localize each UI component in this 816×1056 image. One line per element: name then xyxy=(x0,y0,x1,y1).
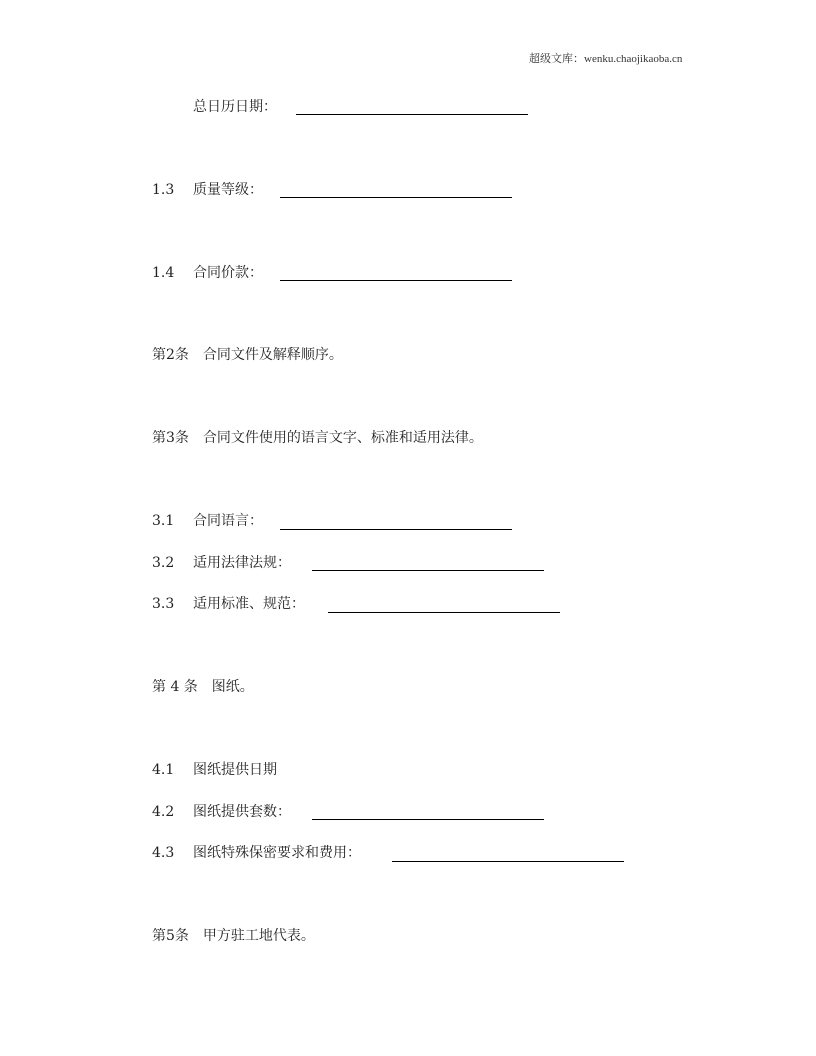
total-calendar-days-blank[interactable] xyxy=(296,114,528,115)
clause-number: 1.3 xyxy=(152,182,175,198)
field-label: 适用标准、规范： xyxy=(193,596,305,612)
applicable-standards-line xyxy=(152,595,305,613)
article-title: 第3条 合同文件使用的语言文字、标准和适用法律。 xyxy=(152,430,483,446)
drawing-date-line xyxy=(152,761,277,779)
drawing-sets-blank[interactable] xyxy=(312,819,544,820)
article-4-heading xyxy=(152,678,254,696)
quality-grade-line xyxy=(152,181,263,199)
contract-language-line xyxy=(152,512,263,530)
field-label: 合同价款： xyxy=(193,265,263,281)
contract-price-line xyxy=(152,264,263,282)
article-2-heading xyxy=(152,346,343,364)
drawing-sets-line xyxy=(152,803,291,821)
field-label: 图纸提供日期 xyxy=(193,762,277,778)
clause-number: 3.2 xyxy=(152,555,175,571)
article-3-heading xyxy=(152,429,483,447)
applicable-laws-line xyxy=(152,554,291,572)
quality-grade-blank[interactable] xyxy=(280,197,512,198)
page-header-watermark: 超级文库：wenku.chaojikaoba.cn xyxy=(529,53,683,65)
clause-number: 3.1 xyxy=(152,513,175,529)
clause-number: 4.2 xyxy=(152,804,175,820)
article-title: 第5条 甲方驻工地代表。 xyxy=(152,928,315,944)
applicable-laws-blank[interactable] xyxy=(312,570,544,571)
article-title: 第2条 合同文件及解释顺序。 xyxy=(152,347,343,363)
contract-language-blank[interactable] xyxy=(280,529,512,530)
clause-number: 3.3 xyxy=(152,596,175,612)
clause-number: 4.1 xyxy=(152,762,175,778)
field-label: 适用法律法规： xyxy=(193,555,291,571)
total-calendar-days-line xyxy=(193,98,277,116)
article-title: 第 4 条 图纸。 xyxy=(152,679,254,695)
field-label: 总日历日期： xyxy=(193,99,277,115)
field-label: 图纸特殊保密要求和费用： xyxy=(193,845,361,861)
field-label: 合同语言： xyxy=(193,513,263,529)
field-label: 质量等级： xyxy=(193,182,263,198)
applicable-standards-blank[interactable] xyxy=(328,612,560,613)
drawing-confidentiality-line xyxy=(152,844,361,862)
drawing-confidentiality-blank[interactable] xyxy=(392,861,624,862)
field-label: 图纸提供套数： xyxy=(193,804,291,820)
article-5-heading xyxy=(152,927,315,945)
clause-number: 1.4 xyxy=(152,265,175,281)
contract-price-blank[interactable] xyxy=(280,280,512,281)
clause-number: 4.3 xyxy=(152,845,175,861)
